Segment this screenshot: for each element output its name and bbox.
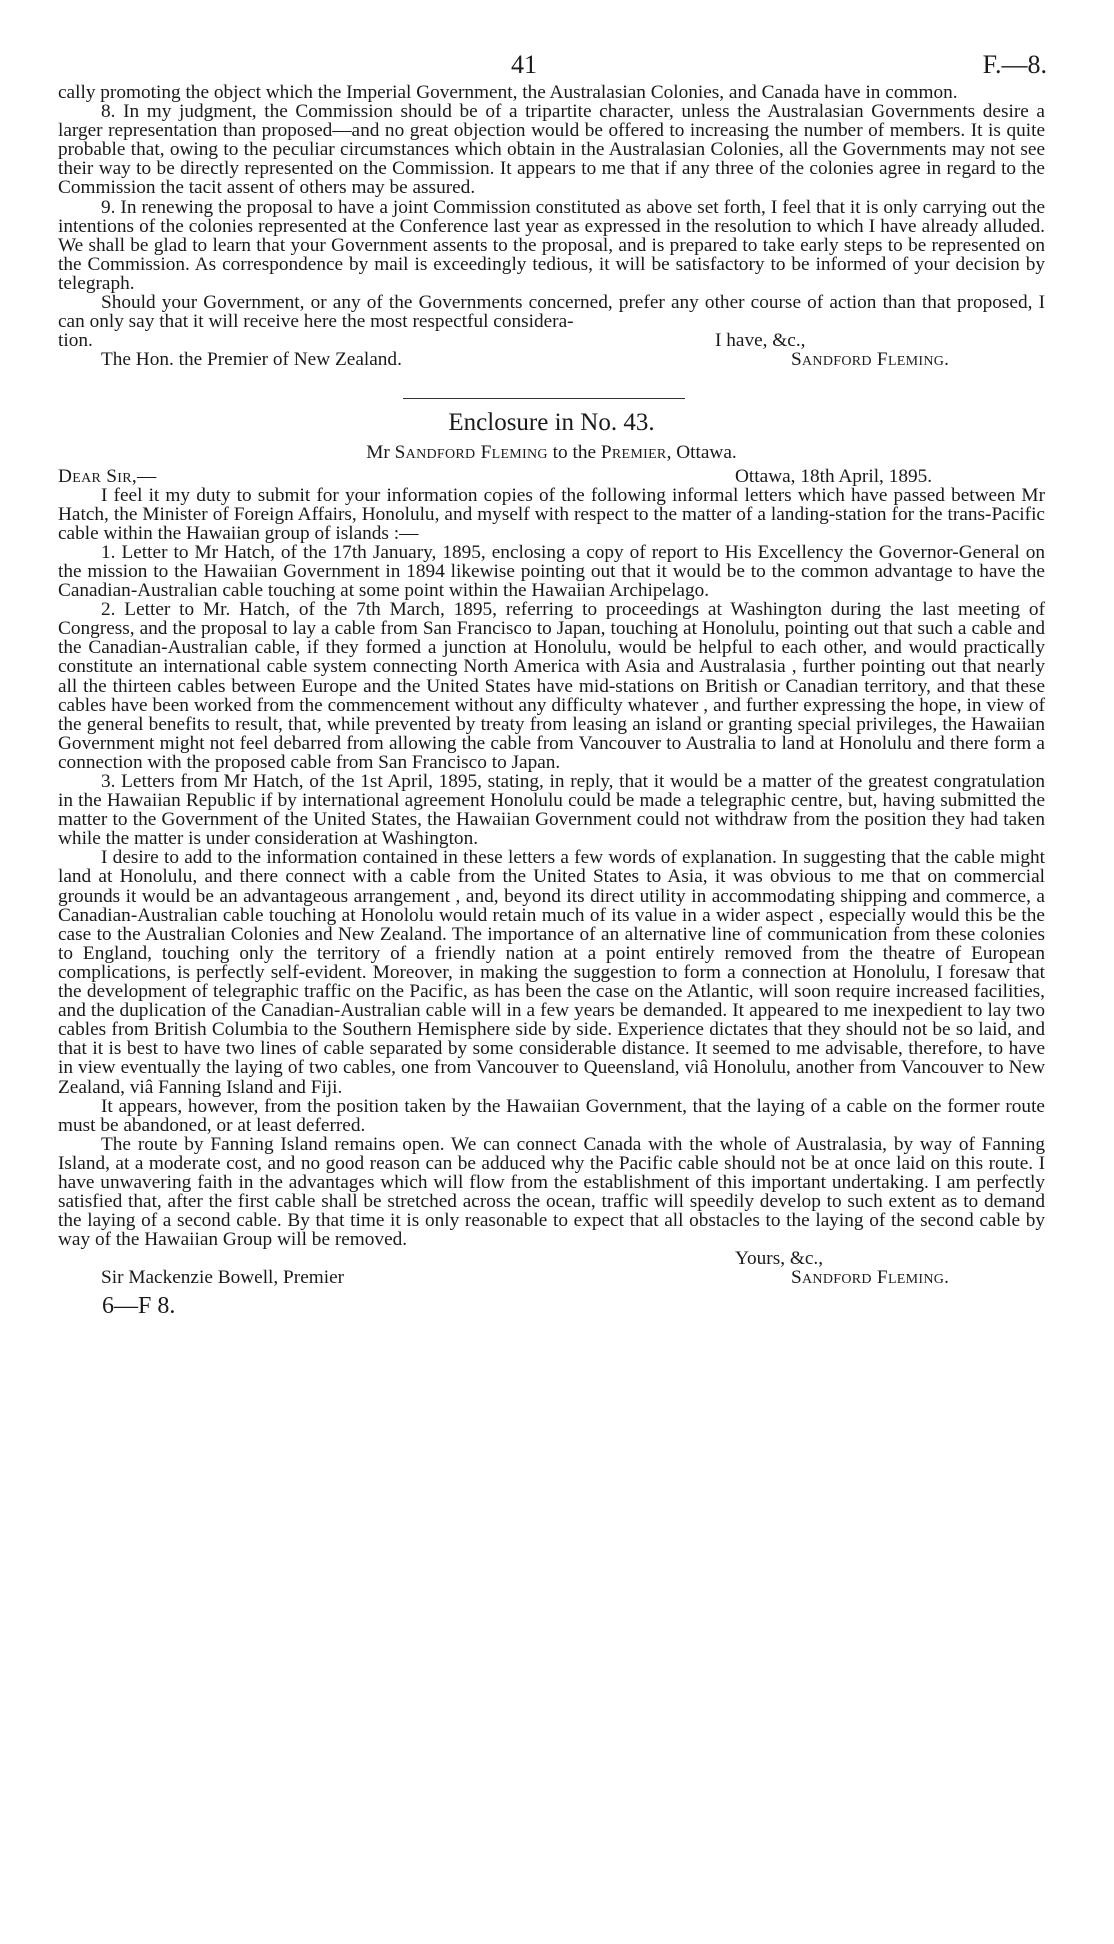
enclosure-title: Enclosure in No. 43. xyxy=(448,409,655,437)
body-paragraph-explanation: I desire to add to the information contained in these letters a few words of explanation. In suggesting that the cable might land at Honolulu, and there connect with a cable from the United States to Asia, it was obvious to me that on commercial grounds it would be an advantageous arrangement , and, beyond its direct utility in accommodating shipping and commerce, a Canadian-Australian cable touching at Honololu would retain much of its value in a wider aspect , especially would this be the case to the Australian Colonies and New Zealand. The importance of an alternative line of communication from these colonies to England, touching only the territory of a friendly nation at a point entirely removed from the theatre of European complications, is perfectly self-evident. Moreover, in making the suggestion to form a connection at Honolulu, I foresaw that the development of telegraphic traffic on the Pacific, as has been the case on the Atlantic, will soon require increased facilities, and the duplication of the Canadian-Australian cable will in a few years be demanded. It appeared to me inexpedient to lay two cables from British Columbia to the Southern Hemisphere side by side. Experience dictates that they should not be so laid, and that it is best to have two lines of cable separated by some considerable distance. It seemed to me advisable, therefore, to have in view eventually the laying of two cables, one from Vancouver to Queensland, viâ Honolulu, another from Vancouver to New Zealand, viâ Fanning Island and Fiji. xyxy=(58,847,1045,1098)
addressee: The Hon. the Premier of New Zealand. xyxy=(101,349,402,371)
page-header xyxy=(58,0,1045,83)
body-paragraph-appears: It appears, however, from the position taken by the Hawaiian Government, that the laying of a cable on the former route must be abandoned, or at least deferred. xyxy=(58,1095,1045,1136)
page-content xyxy=(58,0,1045,1332)
subtitle-recipient: Premier xyxy=(600,442,667,464)
salutation-line xyxy=(58,467,1045,486)
closing-i-have: I have, &c., xyxy=(715,330,806,352)
body-paragraph-1: 1. Letter to Mr Hatch, of the 17th January, 1895, enclosing a copy of report to His Excellency the Governor-General on the mission to the Hawaiian Government in 1894 likewise pointing out that it would be to the common advantage to have the Canadian-Australian cable touching at some point within the Hawaiian Archipelago. xyxy=(58,541,1045,602)
paragraph-8: 8. In my judgment, the Commission should be of a tripartite character, unless the Australasian Governments desire a larger representation than proposed—and no great objection would be offered to increasing the number of members. It is quite probable that, owing to the peculiar circumstances which obtain in the Australasian Colonies, all the Governments may not see their way to be directly represented on the Commission. It appears to me that if any three of the colonies agree in regard to the Commission the tacit assent of others may be assured. xyxy=(58,101,1045,199)
subtitle-suffix: , Ottawa. xyxy=(666,442,737,464)
salutation: Dear Sir,— xyxy=(58,465,157,487)
yours-line xyxy=(58,1249,1045,1268)
signature-line xyxy=(58,350,1045,369)
paragraph-continuation: cally promoting the object which the Imperial Government, the Australasian Colonies, and Canada have in common. xyxy=(58,82,958,103)
subtitle-prefix: Mr xyxy=(366,442,395,464)
body-paragraph-intro: I feel it my duty to submit for your information copies of the following informal letters which have passed between Mr Hatch, the Minister of Foreign Affairs, Honolulu, and myself with respect to the matter of a landing-station for the trans-Pacific cable within the Hawaiian group of islands :— xyxy=(58,484,1045,544)
enclosure-subtitle xyxy=(58,443,1045,462)
subtitle-mid: to the xyxy=(547,442,601,464)
closing-line xyxy=(58,331,1045,350)
body-paragraph-2: 2. Letter to Mr. Hatch, of the 7th March, 1895, referring to proceedings at Washington during the last meeting of Congress, and the proposal to lay a cable from San Francisco to Japan, touching at Honolulu, pointing out that such a cable and the Canadian-Australian cable, if they formed a junction at Honolulu, would be helpful to each other, and would practically constitute an international cable system connecting North America with Asia and Australasia , further pointing out that nearly all the thirteen cables between Europe and the United States have mid-stations on British or Canadian territory, and that these cables have been worked from the commencement without any difficulty whatever , and further expressing the hope, in view of the general benefits to result, that, while prevented by treaty from leasing an island or granting special privileges, the Hawaiian Government might not feel debarred from allowing the cable from Vancouver to Australia to land at Honolulu and there form a connection with the proposed cable from San Francisco to Japan. xyxy=(58,599,1045,773)
place-date: Ottawa, 18th April, 1895. xyxy=(735,465,933,487)
closing-yours: Yours, &c., xyxy=(735,1248,824,1270)
footer-addressee: Sir Mackenzie Bowell, Premier xyxy=(101,1267,345,1289)
footer-block xyxy=(58,1268,1045,1332)
subtitle-sender: Sandford Fleming xyxy=(394,442,548,464)
page-number: 41 xyxy=(511,50,537,79)
section-divider xyxy=(403,398,685,399)
body-paragraph-route: The route by Fanning Island remains open. We can connect Canada with the whole of Australasia, by way of Fanning Island, at a moderate cost, and no good reason can be adduced why the Pacific cable should not be at once laid on this route. I have unwavering faith in the advantages which will flow from the establishment of this important undertaking. I am perfectly satisfied that, after the first cable shall be stretched across the ocean, traffic will speedily develop to such extent as to demand the laying of a second cable. By that time it is only reasonable to expect that all obstacles to the laying of the second cable by way of the Hawaiian Group will be removed. xyxy=(58,1133,1045,1251)
footer-signature: Sandford Fleming. xyxy=(791,1267,950,1289)
document-reference: F.—8. xyxy=(982,50,1047,79)
paragraph-9: 9. In renewing the proposal to have a joint Commission constituted as above set forth, I feel that it is only carrying out the intentions of the colonies represented at the Conference last year as expressed in the resolution to which I have already alluded. We shall be glad to learn that your Government assents to the proposal, and is prepared to take early steps to be represented on the Commission. As correspondence by mail is exceedingly tedious, it will be satisfactory to be informed of your decision by telegraph. xyxy=(58,196,1045,294)
paragraph-should: Should your Government, or any of the Governments concerned, prefer any other course of action than that proposed, I can only say that it will receive here the most respectful considera- xyxy=(58,292,1045,333)
signature: Sandford Fleming. xyxy=(791,349,950,371)
body-paragraph-3: 3. Letters from Mr Hatch, of the 1st April, 1895, stating, in reply, that it would be a matter of the greatest congratulation in the Hawaiian Republic if by international agreement Honolulu could be made a telegraphic centre, but, having submitted the matter to the Government of the United States, the Hawaiian Government could not withdraw from the position they had taken while the matter is under consideration at Washington. xyxy=(58,771,1045,850)
sheet-code: 6—F 8. xyxy=(102,1293,176,1320)
tion-word: tion. xyxy=(58,330,93,352)
